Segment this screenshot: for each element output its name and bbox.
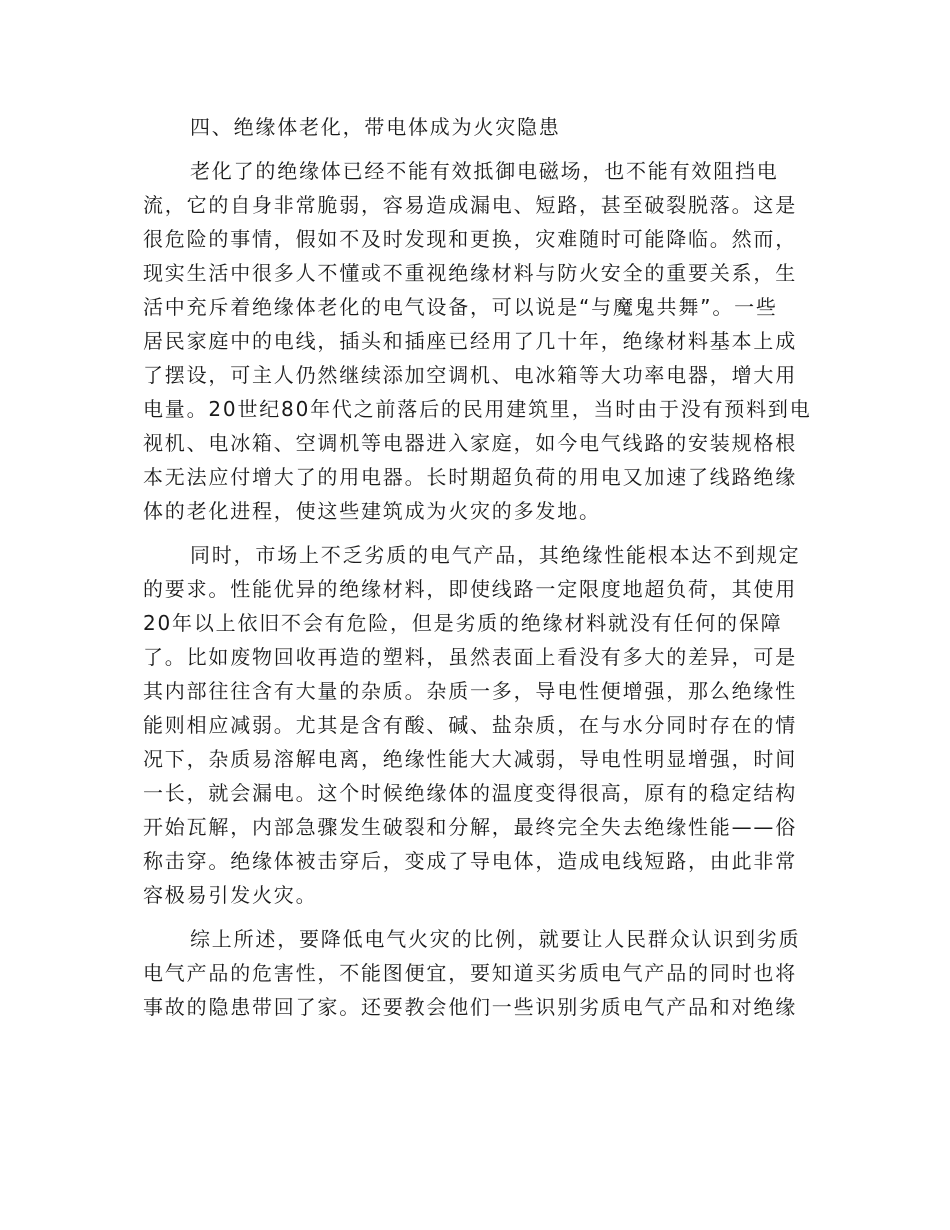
paragraph-line: 同时，市场上不乏劣质的电气产品，其绝缘性能根本达不到规定: [190, 543, 801, 567]
document-body: [143, 110, 812, 1034]
paragraph-line: 流，它的自身非常脆弱，容易造成漏电、短路，甚至破裂脱落。这是: [143, 193, 797, 217]
paragraph-line: 的要求。性能优异的绝缘材料，即使线路一定限度地超负荷，其使用: [143, 577, 797, 601]
paragraph-line: 称击穿。绝缘体被击穿后，变成了导电体，造成电线短路，由此非常: [143, 849, 797, 873]
paragraph-line: 了。比如废物回收再造的塑料，虽然表面上看没有多大的差异，可是: [143, 645, 797, 669]
paragraph-line: 体的老化进程，使这些建筑成为火灾的多发地。: [143, 499, 601, 523]
paragraph-line: 电量。20世纪80年代之前落后的民用建筑里，当时由于没有预料到电: [143, 397, 812, 421]
paragraph-line: 老化了的绝缘体已经不能有效抵御电磁场，也不能有效阻挡电: [190, 159, 779, 183]
paragraph-line: 开始瓦解，内部急骤发生破裂和分解，最终完全失去绝缘性能——俗: [143, 815, 797, 839]
paragraph-line: 其内部往往含有大量的杂质。杂质一多，导电性便增强，那么绝缘性: [143, 679, 797, 703]
paragraph-line: 事故的隐患带回了家。还要教会他们一些识别劣质电气产品和对绝缘: [143, 995, 797, 1019]
paragraph-line: 视机、电冰箱、空调机等电器进入家庭，如今电气线路的安装规格根: [143, 431, 797, 455]
paragraph-1: [143, 154, 812, 528]
paragraph-3: [143, 922, 803, 1024]
paragraph-line: 容极易引发火灾。: [143, 883, 318, 907]
paragraph-line: 居民家庭中的电线，插头和插座已经用了几十年，绝缘材料基本上成: [143, 329, 797, 353]
paragraph-line: 现实生活中很多人不懂或不重视绝缘材料与防火安全的重要关系，生: [143, 261, 797, 285]
paragraph-line: 电气产品的危害性，不能图便宜，要知道买劣质电气产品的同时也将: [143, 961, 797, 985]
paragraph-line: 活中充斥着绝缘体老化的电气设备，可以说是“与魔鬼共舞”。一些: [143, 295, 778, 319]
section-heading: 四、绝缘体老化，带电体成为火灾隐患: [190, 115, 561, 139]
paragraph-line: 况下，杂质易溶解电离，绝缘性能大大减弱，导电性明显增强，时间: [143, 747, 797, 771]
paragraph-line: 本无法应付增大了的用电器。长时期超负荷的用电又加速了线路绝缘: [143, 465, 797, 489]
paragraph-line: 很危险的事情，假如不及时发现和更换，灾难随时可能降临。然而，: [143, 227, 797, 251]
paragraph-line: 20年以上依旧不会有危险，但是劣质的绝缘材料就没有任何的保障: [143, 611, 783, 635]
paragraph-line: 综上所述，要降低电气火灾的比例，就要让人民群众认识到劣质: [190, 927, 801, 951]
paragraph-2: [143, 538, 803, 912]
paragraph-line: 能则相应减弱。尤其是含有酸、碱、盐杂质，在与水分同时存在的情: [143, 713, 797, 737]
paragraph-line: 一长，就会漏电。这个时候绝缘体的温度变得很高，原有的稳定结构: [143, 781, 797, 805]
paragraph-line: 了摆设，可主人仍然继续添加空调机、电冰箱等大功率电器，增大用: [143, 363, 797, 387]
